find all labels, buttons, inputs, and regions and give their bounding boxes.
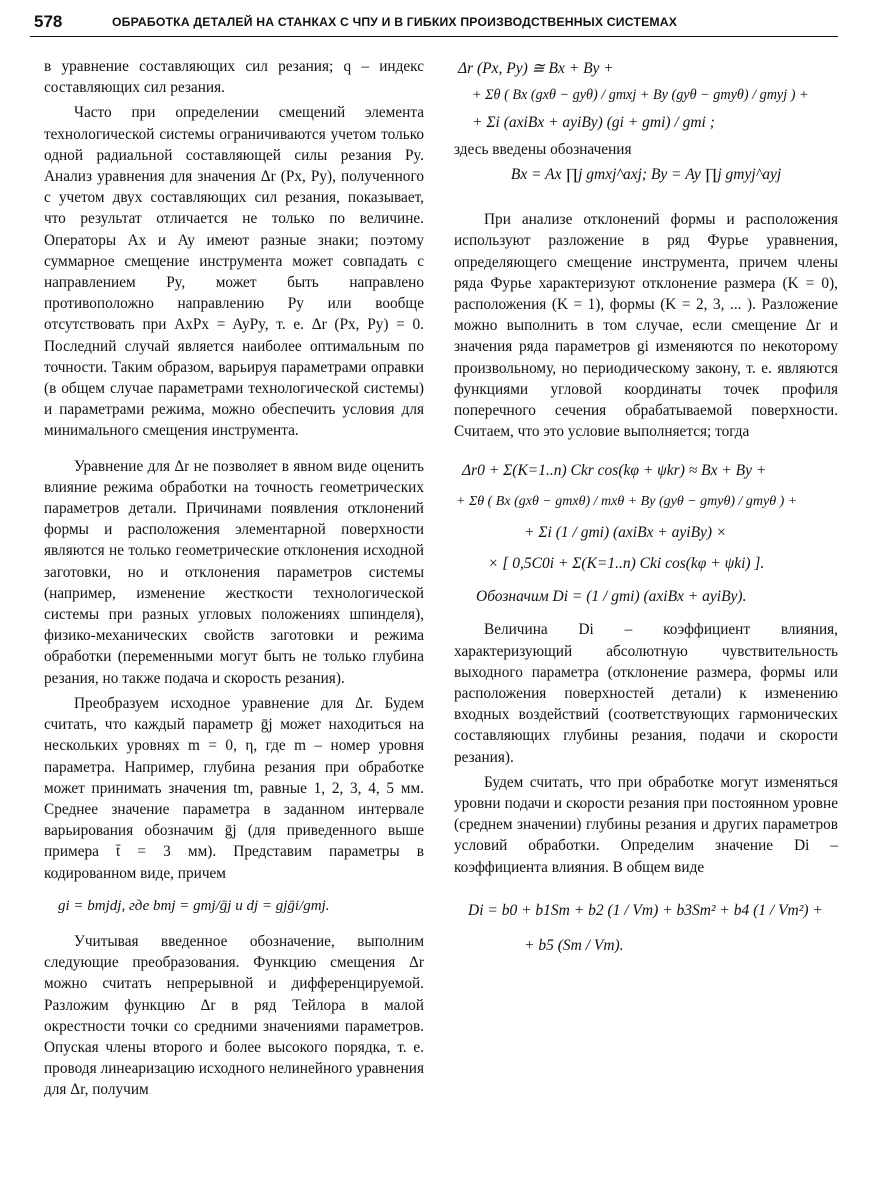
formula-3-line-4: × [ 0,5C0i + Σ(K=1..n) Cki cos(kφ + ψki) ].	[488, 555, 765, 573]
paragraph-8: Будем считать, что при обработке могут изменяться уровни подачи и скорости резания при постоянном уровне (среднем значении) глубины резания и других параметров условий обработки. Определим значение Di – коэффициента влияния. В общем виде	[454, 773, 838, 876]
paragraph-1: в уравнение составляющих сил резания; q – индекс составляющих сил резания.	[44, 58, 424, 97]
paragraph-4: Преобразуем исходное уравнение для Δr. Будем считать, что каждый параметр ḡj может находиться на нескольких уровнях m = 0, η, где m – номер уровня параметра. Например, глубина резания при обработке может принимать значения tm, равные 1, 2, 3, 4, 5 мм. Среднее значение параметра в заданном интервале варьирования обозначим ḡj (для приведенного выше примера t̄ = 3 мм). Представим параметры в кодированном виде, причем	[44, 694, 424, 882]
left-column	[44, 56, 424, 1101]
formula-1-line-1: Δr (Px, Py) ≅ Bx + By +	[458, 60, 614, 77]
paragraph-5: Учитывая введенное обозначение, выполним следующие преобразования. Функцию смещения Δr можно считать непрерывной и дифференцируемой. Разложим функцию Δr в ряд Тейлора в малой окрестности точки со средними значениями параметров. Опуская члены второго и более высокого порядка, т. е. проводя линеаризацию исходного нелинейного уравнения для Δr, получим	[44, 932, 424, 1099]
formula-3-line-3: + Σi (1 / gmi) (axiBx + ayiBy) ×	[524, 524, 727, 542]
formula-3-line-2: + Σθ ( Bx (gxθ − gmxθ) / mxθ + By (gyθ − gmyθ) / gmyθ ) +	[456, 494, 798, 510]
notation-intro: здесь введены обозначения	[454, 141, 632, 158]
formula-3-line-1: Δr0 + Σ(K=1..n) Ckr cos(kφ + ψkr) ≈ Bx + By +	[462, 462, 767, 480]
formula-4: Обозначим Di = (1 / gmi) (axiBx + ayiBy).	[476, 588, 747, 606]
page-number: 578	[34, 12, 63, 31]
formula-1-line-2: + Σθ ( Bx (gxθ − gyθ) / gmxj + By (gyθ − gmyθ) / gmyj ) +	[472, 87, 809, 103]
right-column	[454, 58, 838, 956]
formula-5-line-1: Di = b0 + b1Sm + b2 (1 / Vm) + b3Sm² + b4 (1 / Vm²) +	[468, 901, 823, 919]
formula-5-line-2: + b5 (Sm / Vm).	[524, 936, 624, 954]
formula-2: Bx = Ax ∏j gmxj^axj; By = Ay ∏j gmyj^ayj	[510, 166, 782, 184]
paragraph-3: Уравнение для Δr не позволяет в явном виде оценить влияние режима обработки на точность геометрических параметров детали. Причинами появления отклонений формы и расположения элементарной поверхности являются не только геометрические отклонения исходной заготовки, но и отклонения параметров системы (например, изменение жесткости технологической системы при разных угловых положениях шпинделя), физико-механических свойств заготовки и режима обработки (переменными могут быть не только глубина резания, но также подача и скорость резания).	[44, 457, 424, 687]
page-header	[30, 10, 838, 37]
paragraph-2: Часто при определении смещений элемента технологической системы ограничиваются учетом только одной радиальной составляющей силы резания Py. Анализ уравнения для значения Δr (Px, Py), полученного с учетом двух составляющих сил резания, показывает, что результат отличается не только по величине. Операторы Ax и Ay имеют разные знаки; поэтому суммарное смещение инструмента может совпадать с направлением Py, может быть направлено противоположно направлению Py или вообще отсутствовать при AxPx = AyPy, т. е. Δr (Px, Py) = 0. Последний случай является наиболее оптимальным по точности. Таким образом, варьируя параметрами оправки (в общем случае параметрами технологической системы) и параметрами режима, можно обеспечить условия для минимального смещения инструмента.	[44, 104, 424, 440]
paragraph-7: Величина Di – коэффициент влияния, характеризующий абсолютную чувствительность выходного параметра (отклонение размера, формы или расположения поверхностей детали) к изменению входных воздействий (соответствующих гармонических составляющих глубины резания, подачи и скорости резания).	[454, 621, 838, 766]
formula-coded-parameters: gi = bmjdj, где bmj = gmj/ḡj и dj = gjḡi/gmj.	[58, 897, 330, 914]
formula-1-line-3: + Σi (axiBx + ayiBy) (gi + gmi) / gmi ;	[472, 114, 715, 131]
paragraph-6: При анализе отклонений формы и расположения используют разложение в ряд Фурье уравнения, определяющего смещение инструмента, причем члены ряда Фурье характеризуют отклонение размера (K = 0), расположения (K = 1), формы (K = 2, 3, ... ). Разложение можно выполнить в том случае, если смещение Δr и значения ряда параметров gi изменяются по некоторому произвольному, но периодическому закону, т. е. являются функциями угловой координаты точек профиля поперечного сечения обрабатываемой поверхности. Считаем, что это условие выполняется; тогда	[454, 211, 838, 441]
running-title: ОБРАБОТКА ДЕТАЛЕЙ НА СТАНКАХ С ЧПУ И В ГИБКИХ ПРОИЗВОДСТВЕННЫХ СИСТЕМАХ	[112, 15, 678, 29]
